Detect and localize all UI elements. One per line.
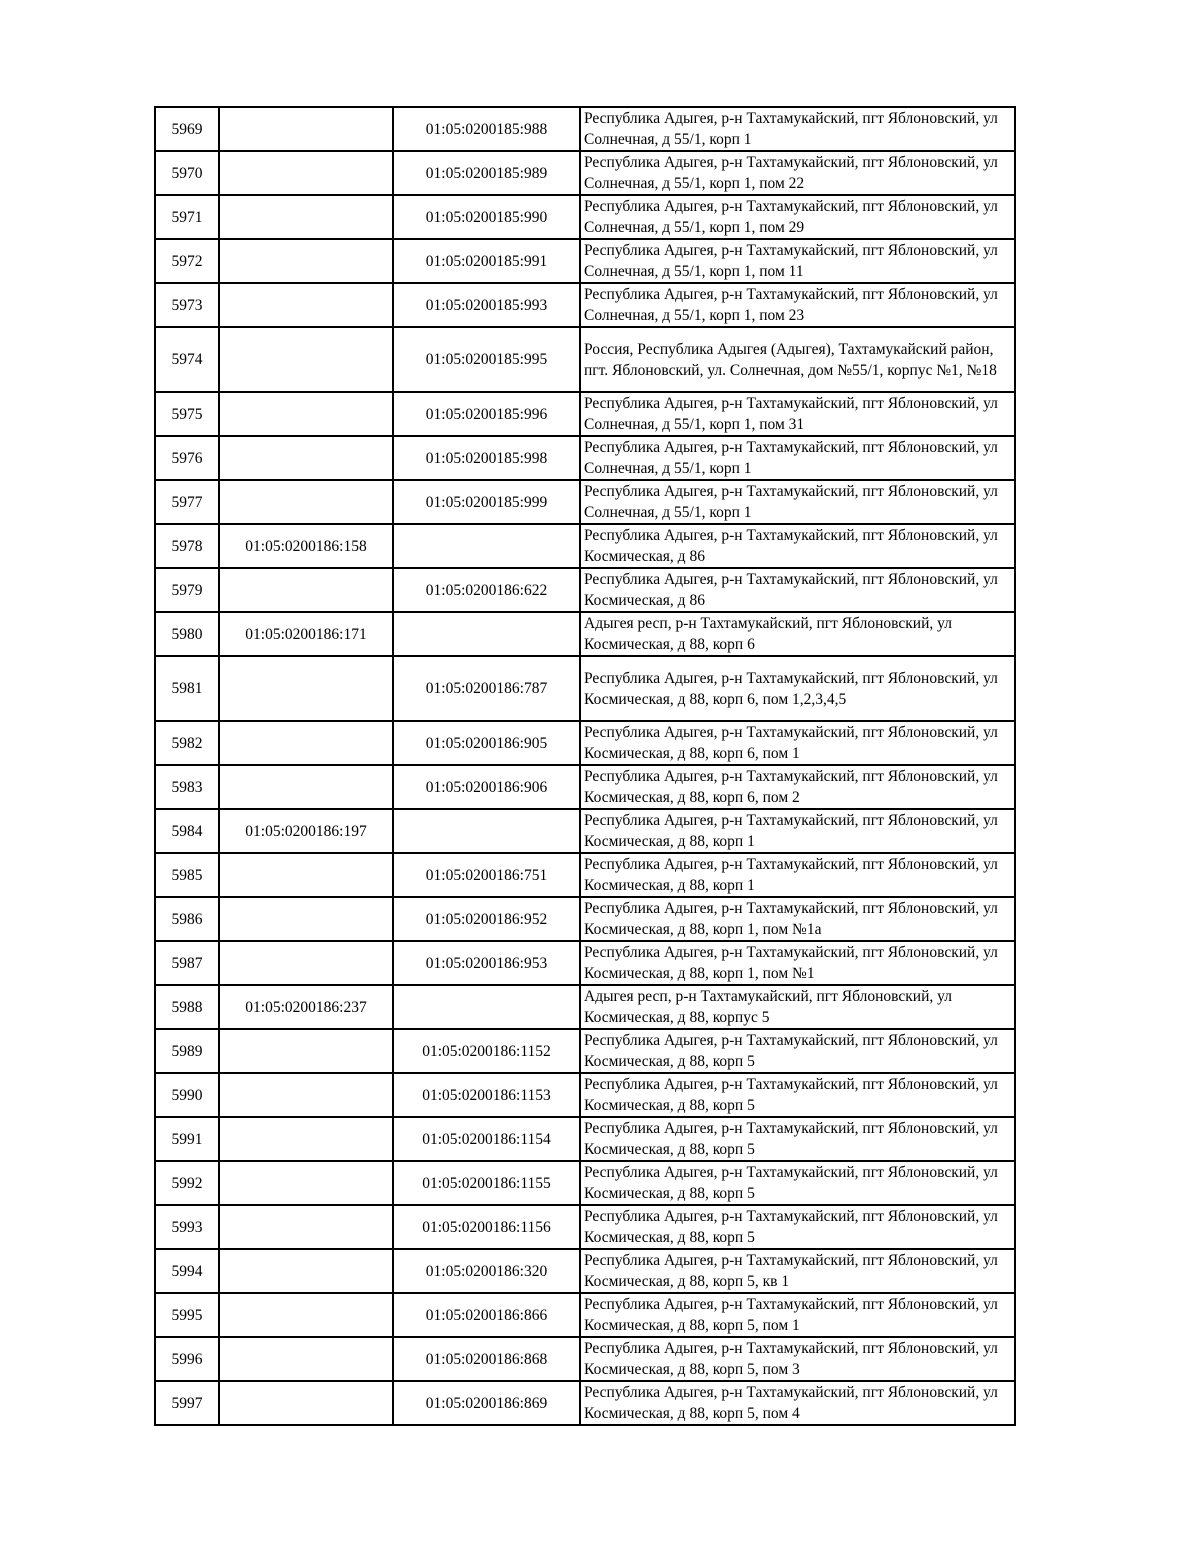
cadastral-number-cell — [393, 612, 580, 656]
row-number-cell: 5977 — [155, 480, 219, 524]
table-row — [155, 612, 1015, 656]
address-cell: Республика Адыгея, р-н Тахтамукайский, пгт Яблоновский, ул Космическая, д 88, корп 6, пом 2 — [580, 765, 1015, 809]
cadastral-number-cell: 01:05:0200185:993 — [393, 283, 580, 327]
cadastral-number-cell: 01:05:0200186:1155 — [393, 1161, 580, 1205]
cadastral-number-cell: 01:05:0200185:990 — [393, 195, 580, 239]
table-row — [155, 151, 1015, 195]
cadastral-number-parent-cell: 01:05:0200186:171 — [219, 612, 393, 656]
row-number-cell: 5986 — [155, 897, 219, 941]
cadastral-number-parent-cell — [219, 283, 393, 327]
cadastral-number-parent-cell — [219, 436, 393, 480]
cadastral-number-cell: 01:05:0200186:868 — [393, 1337, 580, 1381]
cadastral-number-cell: 01:05:0200186:1154 — [393, 1117, 580, 1161]
row-number-cell: 5994 — [155, 1249, 219, 1293]
table-row — [155, 1029, 1015, 1073]
cadastral-number-parent-cell — [219, 941, 393, 985]
address-cell: Республика Адыгея, р-н Тахтамукайский, пгт Яблоновский, ул Космическая, д 88, корп 5, пом 1 — [580, 1293, 1015, 1337]
address-cell: Республика Адыгея, р-н Тахтамукайский, пгт Яблоновский, ул Космическая, д 88, корп 6, пом 1 — [580, 721, 1015, 765]
cadastral-number-cell — [393, 809, 580, 853]
address-cell: Республика Адыгея, р-н Тахтамукайский, пгт Яблоновский, ул Солнечная, д 55/1, корп 1, пом 29 — [580, 195, 1015, 239]
cadastral-number-parent-cell — [219, 392, 393, 436]
table-row — [155, 897, 1015, 941]
cadastral-number-cell — [393, 985, 580, 1029]
table-row — [155, 765, 1015, 809]
row-number-cell: 5997 — [155, 1381, 219, 1425]
cadastral-number-cell: 01:05:0200185:995 — [393, 327, 580, 392]
cadastral-number-parent-cell — [219, 1337, 393, 1381]
table-row — [155, 568, 1015, 612]
address-cell: Республика Адыгея, р-н Тахтамукайский, пгт Яблоновский, ул Космическая, д 88, корп 5, пом 3 — [580, 1337, 1015, 1381]
row-number-cell: 5974 — [155, 327, 219, 392]
row-number-cell: 5993 — [155, 1205, 219, 1249]
address-cell: Россия, Республика Адыгея (Адыгея), Тахтамукайский район, пгт. Яблоновский, ул. Солнечная, дом №55/1, корпус №1, №18 — [580, 327, 1015, 392]
cadastral-number-cell: 01:05:0200186:787 — [393, 656, 580, 721]
row-number-cell: 5973 — [155, 283, 219, 327]
table-body — [155, 107, 1015, 1425]
table-row — [155, 941, 1015, 985]
row-number-cell: 5972 — [155, 239, 219, 283]
table-row — [155, 721, 1015, 765]
address-cell: Республика Адыгея, р-н Тахтамукайский, пгт Яблоновский, ул Солнечная, д 55/1, корп 1, пом 31 — [580, 392, 1015, 436]
cadastral-number-cell: 01:05:0200186:866 — [393, 1293, 580, 1337]
cadastral-number-parent-cell: 01:05:0200186:237 — [219, 985, 393, 1029]
row-number-cell: 5980 — [155, 612, 219, 656]
row-number-cell: 5976 — [155, 436, 219, 480]
address-cell: Республика Адыгея, р-н Тахтамукайский, пгт Яблоновский, ул Космическая, д 88, корп 5 — [580, 1205, 1015, 1249]
cadastral-number-parent-cell: 01:05:0200186:158 — [219, 524, 393, 568]
address-cell: Республика Адыгея, р-н Тахтамукайский, пгт Яблоновский, ул Космическая, д 88, корп 5, пом 4 — [580, 1381, 1015, 1425]
address-cell: Республика Адыгея, р-н Тахтамукайский, пгт Яблоновский, ул Космическая, д 88, корп 5 — [580, 1161, 1015, 1205]
row-number-cell: 5979 — [155, 568, 219, 612]
row-number-cell: 5978 — [155, 524, 219, 568]
row-number-cell: 5989 — [155, 1029, 219, 1073]
address-cell: Республика Адыгея, р-н Тахтамукайский, пгт Яблоновский, ул Космическая, д 88, корп 5 — [580, 1073, 1015, 1117]
table-row — [155, 1205, 1015, 1249]
table-row — [155, 1293, 1015, 1337]
cadastral-number-parent-cell — [219, 1293, 393, 1337]
address-cell: Республика Адыгея, р-н Тахтамукайский, пгт Яблоновский, ул Солнечная, д 55/1, корп 1 — [580, 107, 1015, 151]
address-cell: Республика Адыгея, р-н Тахтамукайский, пгт Яблоновский, ул Солнечная, д 55/1, корп 1, пом 23 — [580, 283, 1015, 327]
table-row — [155, 1381, 1015, 1425]
table-row — [155, 1337, 1015, 1381]
cadastral-number-parent-cell — [219, 1249, 393, 1293]
cadastral-number-parent-cell — [219, 656, 393, 721]
table-row — [155, 283, 1015, 327]
row-number-cell: 5983 — [155, 765, 219, 809]
row-number-cell: 5995 — [155, 1293, 219, 1337]
cadastral-number-cell — [393, 524, 580, 568]
address-cell: Республика Адыгея, р-н Тахтамукайский, пгт Яблоновский, ул Космическая, д 88, корп 1, пом №1 — [580, 941, 1015, 985]
cadastral-number-parent-cell — [219, 195, 393, 239]
row-number-cell: 5975 — [155, 392, 219, 436]
address-cell: Республика Адыгея, р-н Тахтамукайский, пгт Яблоновский, ул Солнечная, д 55/1, корп 1 — [580, 436, 1015, 480]
table-row — [155, 239, 1015, 283]
table-row — [155, 809, 1015, 853]
cadastral-number-parent-cell — [219, 327, 393, 392]
cadastral-number-parent-cell — [219, 1161, 393, 1205]
cadastral-number-cell: 01:05:0200186:1156 — [393, 1205, 580, 1249]
table-row — [155, 1073, 1015, 1117]
row-number-cell: 5982 — [155, 721, 219, 765]
cadastral-number-parent-cell — [219, 853, 393, 897]
cadastral-number-parent-cell — [219, 1205, 393, 1249]
cadastral-number-parent-cell — [219, 239, 393, 283]
table-row — [155, 392, 1015, 436]
row-number-cell: 5996 — [155, 1337, 219, 1381]
cadastral-number-cell: 01:05:0200186:869 — [393, 1381, 580, 1425]
row-number-cell: 5971 — [155, 195, 219, 239]
cadastral-number-cell: 01:05:0200186:1152 — [393, 1029, 580, 1073]
row-number-cell: 5991 — [155, 1117, 219, 1161]
cadastral-number-parent-cell: 01:05:0200186:197 — [219, 809, 393, 853]
address-cell: Республика Адыгея, р-н Тахтамукайский, пгт Яблоновский, ул Космическая, д 88, корп 5, кв 1 — [580, 1249, 1015, 1293]
row-number-cell: 5970 — [155, 151, 219, 195]
cadastral-number-cell: 01:05:0200186:320 — [393, 1249, 580, 1293]
cadastral-number-cell: 01:05:0200186:622 — [393, 568, 580, 612]
row-number-cell: 5981 — [155, 656, 219, 721]
cadastral-number-cell: 01:05:0200185:999 — [393, 480, 580, 524]
document-page — [154, 106, 1014, 1426]
cadastral-number-cell: 01:05:0200185:989 — [393, 151, 580, 195]
row-number-cell: 5987 — [155, 941, 219, 985]
cadastral-number-cell: 01:05:0200185:988 — [393, 107, 580, 151]
row-number-cell: 5969 — [155, 107, 219, 151]
cadastral-number-parent-cell — [219, 480, 393, 524]
cadastral-number-parent-cell — [219, 1117, 393, 1161]
cadastral-number-parent-cell — [219, 568, 393, 612]
property-table — [154, 106, 1016, 1426]
address-cell: Республика Адыгея, р-н Тахтамукайский, пгт Яблоновский, ул Солнечная, д 55/1, корп 1, пом 22 — [580, 151, 1015, 195]
table-row — [155, 1249, 1015, 1293]
cadastral-number-parent-cell — [219, 151, 393, 195]
table-row — [155, 656, 1015, 721]
address-cell: Республика Адыгея, р-н Тахтамукайский, пгт Яблоновский, ул Космическая, д 88, корп 1 — [580, 809, 1015, 853]
address-cell: Адыгея респ, р-н Тахтамукайский, пгт Яблоновский, ул Космическая, д 88, корп 6 — [580, 612, 1015, 656]
row-number-cell: 5990 — [155, 1073, 219, 1117]
cadastral-number-cell: 01:05:0200186:751 — [393, 853, 580, 897]
table-row — [155, 1117, 1015, 1161]
cadastral-number-cell: 01:05:0200186:1153 — [393, 1073, 580, 1117]
address-cell: Республика Адыгея, р-н Тахтамукайский, пгт Яблоновский, ул Солнечная, д 55/1, корп 1, пом 11 — [580, 239, 1015, 283]
address-cell: Республика Адыгея, р-н Тахтамукайский, пгт Яблоновский, ул Космическая, д 88, корп 5 — [580, 1029, 1015, 1073]
cadastral-number-cell: 01:05:0200186:952 — [393, 897, 580, 941]
row-number-cell: 5992 — [155, 1161, 219, 1205]
table-row — [155, 1161, 1015, 1205]
address-cell: Республика Адыгея, р-н Тахтамукайский, пгт Яблоновский, ул Космическая, д 88, корп 1 — [580, 853, 1015, 897]
address-cell: Республика Адыгея, р-н Тахтамукайский, пгт Яблоновский, ул Космическая, д 86 — [580, 524, 1015, 568]
address-cell: Адыгея респ, р-н Тахтамукайский, пгт Яблоновский, ул Космическая, д 88, корпус 5 — [580, 985, 1015, 1029]
table-row — [155, 524, 1015, 568]
table-row — [155, 107, 1015, 151]
cadastral-number-cell: 01:05:0200186:906 — [393, 765, 580, 809]
address-cell: Республика Адыгея, р-н Тахтамукайский, пгт Яблоновский, ул Солнечная, д 55/1, корп 1 — [580, 480, 1015, 524]
row-number-cell: 5988 — [155, 985, 219, 1029]
cadastral-number-parent-cell — [219, 897, 393, 941]
address-cell: Республика Адыгея, р-н Тахтамукайский, пгт Яблоновский, ул Космическая, д 86 — [580, 568, 1015, 612]
cadastral-number-parent-cell — [219, 107, 393, 151]
table-row — [155, 853, 1015, 897]
cadastral-number-parent-cell — [219, 1029, 393, 1073]
row-number-cell: 5985 — [155, 853, 219, 897]
row-number-cell: 5984 — [155, 809, 219, 853]
cadastral-number-cell: 01:05:0200185:996 — [393, 392, 580, 436]
cadastral-number-parent-cell — [219, 765, 393, 809]
cadastral-number-parent-cell — [219, 1073, 393, 1117]
cadastral-number-cell: 01:05:0200185:991 — [393, 239, 580, 283]
table-row — [155, 985, 1015, 1029]
table-row — [155, 327, 1015, 392]
table-row — [155, 195, 1015, 239]
address-cell: Республика Адыгея, р-н Тахтамукайский, пгт Яблоновский, ул Космическая, д 88, корп 6, пом 1,2,3,4,5 — [580, 656, 1015, 721]
cadastral-number-cell: 01:05:0200186:953 — [393, 941, 580, 985]
address-cell: Республика Адыгея, р-н Тахтамукайский, пгт Яблоновский, ул Космическая, д 88, корп 5 — [580, 1117, 1015, 1161]
cadastral-number-parent-cell — [219, 1381, 393, 1425]
table-row — [155, 480, 1015, 524]
cadastral-number-parent-cell — [219, 721, 393, 765]
address-cell: Республика Адыгея, р-н Тахтамукайский, пгт Яблоновский, ул Космическая, д 88, корп 1, пом №1а — [580, 897, 1015, 941]
cadastral-number-cell: 01:05:0200186:905 — [393, 721, 580, 765]
cadastral-number-cell: 01:05:0200185:998 — [393, 436, 580, 480]
table-row — [155, 436, 1015, 480]
